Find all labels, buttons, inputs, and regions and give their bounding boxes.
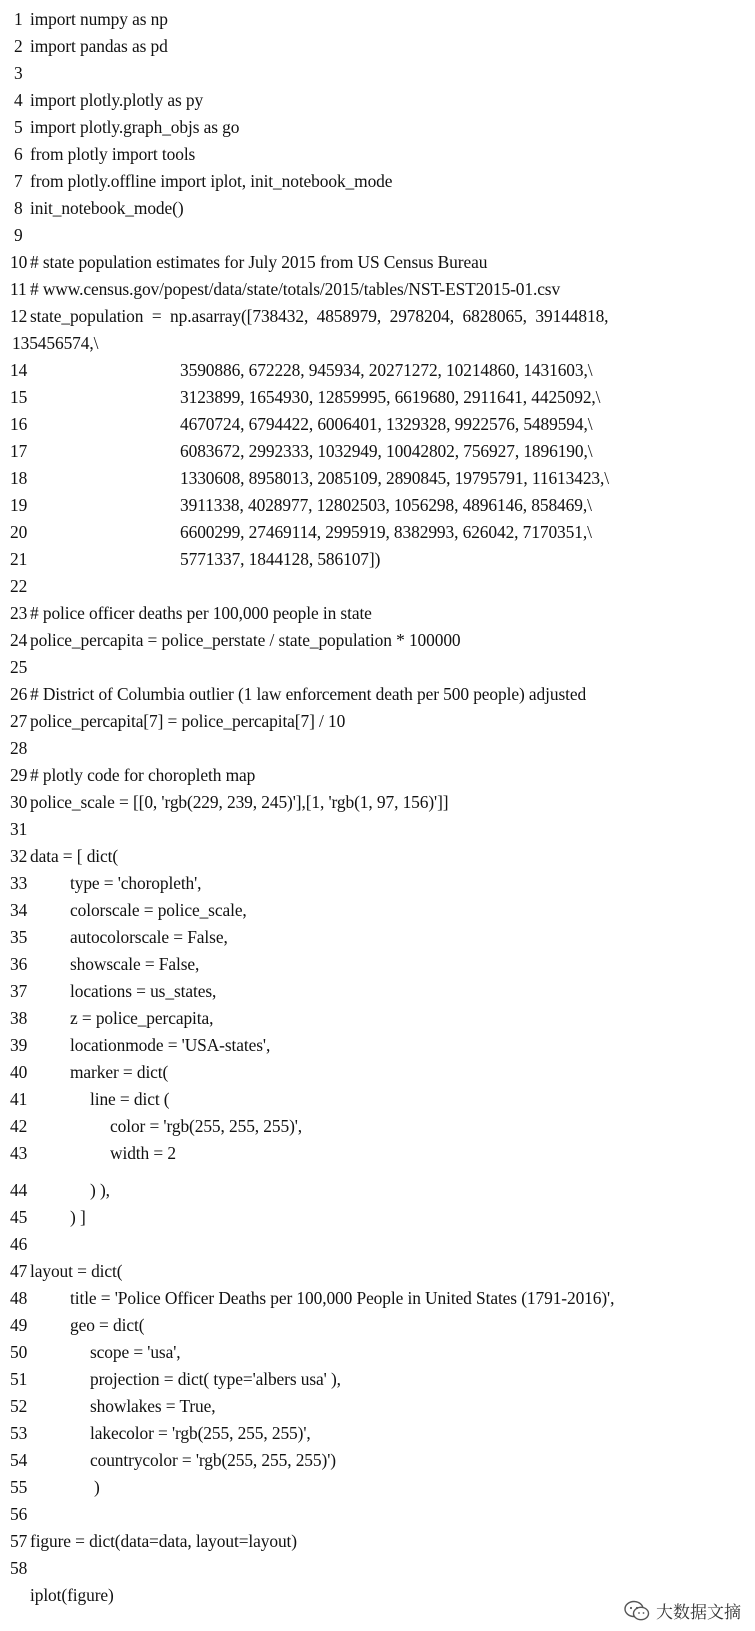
code-line — [0, 1231, 755, 1258]
line-number: 52 — [10, 1396, 28, 1416]
code-line — [0, 1447, 755, 1474]
code-line — [0, 222, 755, 249]
code-text: layout = dict( — [30, 1261, 123, 1281]
line-number: 33 — [10, 873, 28, 893]
code-text: z = police_percapita, — [70, 1008, 214, 1028]
code-text: 135456574,\ — [12, 333, 99, 353]
line-number: 46 — [10, 1234, 28, 1254]
code-text: # plotly code for choropleth map — [30, 765, 256, 785]
line-number: 24 — [10, 630, 28, 650]
code-text: figure = dict(data=data, layout=layout) — [30, 1531, 297, 1551]
code-line — [0, 60, 755, 87]
line-number: 12 — [10, 306, 28, 326]
code-text: from plotly import tools — [30, 144, 196, 164]
line-number: 41 — [10, 1089, 28, 1109]
code-text: lakecolor = 'rgb(255, 255, 255)', — [90, 1423, 311, 1443]
line-number: 27 — [10, 711, 28, 731]
code-line — [0, 1393, 755, 1420]
code-line — [0, 1312, 755, 1339]
code-line — [0, 303, 755, 330]
code-text: 3123899, 1654930, 12859995, 6619680, 2911641, 4425092,\ — [180, 387, 601, 407]
code-line — [0, 1339, 755, 1366]
line-number: 31 — [10, 819, 28, 839]
code-text: data = [ dict( — [30, 846, 119, 866]
code-line — [0, 1113, 755, 1140]
line-number: 21 — [10, 549, 28, 569]
line-number: 40 — [10, 1062, 28, 1082]
code-text: import plotly.plotly as py — [30, 90, 204, 110]
line-number: 37 — [10, 981, 28, 1001]
code-text: 3911338, 4028977, 12802503, 1056298, 4896146, 858469,\ — [180, 495, 592, 515]
code-line — [0, 1086, 755, 1113]
line-number: 22 — [10, 576, 28, 596]
code-line — [0, 411, 755, 438]
code-line — [0, 1366, 755, 1393]
code-text: import numpy as np — [30, 9, 168, 29]
code-text: 6083672, 2992333, 1032949, 10042802, 756927, 1896190,\ — [180, 441, 593, 461]
code-line — [0, 1555, 755, 1582]
line-number: 1 — [14, 9, 23, 29]
code-text: police_scale = [[0, 'rgb(229, 239, 245)'],[1, 'rgb(1, 97, 156)']] — [30, 792, 449, 812]
code-text: 4670724, 6794422, 6006401, 1329328, 9922576, 5489594,\ — [180, 414, 593, 434]
code-line — [0, 1005, 755, 1032]
code-line — [0, 168, 755, 195]
code-line — [0, 384, 755, 411]
code-line — [0, 1420, 755, 1447]
code-text: # District of Columbia outlier (1 law enforcement death per 500 people) adjusted — [30, 684, 587, 704]
code-text: geo = dict( — [70, 1315, 145, 1335]
line-number: 9 — [14, 225, 23, 245]
code-line — [0, 357, 755, 384]
code-line — [0, 465, 755, 492]
code-line — [0, 789, 755, 816]
code-line — [0, 1258, 755, 1285]
code-line — [0, 654, 755, 681]
code-text: ) ), — [90, 1180, 110, 1200]
line-number: 14 — [10, 360, 28, 380]
code-line — [0, 978, 755, 1005]
code-text: import plotly.graph_objs as go — [30, 117, 240, 137]
code-text: # www.census.gov/popest/data/state/totals/2015/tables/NST-EST2015-01.csv — [30, 279, 561, 299]
line-number: 36 — [10, 954, 28, 974]
line-number: 23 — [10, 603, 28, 623]
code-line — [0, 924, 755, 951]
line-number: 8 — [14, 198, 23, 218]
code-text: 5771337, 1844128, 586107]) — [180, 549, 381, 569]
code-line — [0, 1140, 755, 1167]
code-line — [0, 627, 755, 654]
code-line — [0, 1177, 755, 1204]
line-number: 26 — [10, 684, 28, 704]
code-line — [0, 438, 755, 465]
line-number: 42 — [10, 1116, 28, 1136]
line-number: 32 — [10, 846, 28, 866]
code-line — [0, 1474, 755, 1501]
line-number: 18 — [10, 468, 28, 488]
watermark-label: 大数据文摘 — [656, 1603, 741, 1623]
code-text: state_population = np.asarray([738432, 4858979, 2978204, 6828065, 39144818, — [30, 306, 609, 326]
code-line — [0, 519, 755, 546]
code-text: 3590886, 672228, 945934, 20271272, 10214860, 1431603,\ — [180, 360, 593, 380]
line-number: 29 — [10, 765, 28, 785]
code-line — [0, 1204, 755, 1231]
code-text: projection = dict( type='albers usa' ), — [90, 1369, 341, 1389]
code-text: scope = 'usa', — [90, 1342, 181, 1362]
line-number: 50 — [10, 1342, 28, 1362]
line-number: 53 — [10, 1423, 28, 1443]
line-number: 3 — [14, 63, 23, 83]
code-line — [0, 330, 755, 357]
code-text: import pandas as pd — [30, 36, 168, 56]
line-number: 49 — [10, 1315, 28, 1335]
line-number: 38 — [10, 1008, 28, 1028]
line-number: 58 — [10, 1558, 28, 1578]
line-number: 45 — [10, 1207, 28, 1227]
code-text: 1330608, 8958013, 2085109, 2890845, 19795791, 11613423,\ — [180, 468, 610, 488]
wechat-icon — [624, 1600, 650, 1622]
code-text: 6600299, 27469114, 2995919, 8382993, 626042, 7170351,\ — [180, 522, 592, 542]
line-number: 10 — [10, 252, 28, 272]
code-listing — [0, 6, 755, 1609]
line-number: 5 — [14, 117, 23, 137]
code-line — [0, 951, 755, 978]
line-number: 4 — [14, 90, 23, 110]
code-text: police_percapita = police_perstate / state_population * 100000 — [30, 630, 461, 650]
code-text: ) ] — [70, 1207, 86, 1227]
line-number: 16 — [10, 414, 28, 434]
watermark — [624, 1598, 741, 1623]
code-line — [0, 735, 755, 762]
code-text: title = 'Police Officer Deaths per 100,000 People in United States (1791-2016)', — [70, 1288, 615, 1308]
code-text: type = 'choropleth', — [70, 873, 202, 893]
line-number: 28 — [10, 738, 28, 758]
code-text: colorscale = police_scale, — [70, 900, 247, 920]
code-line — [0, 708, 755, 735]
line-number: 35 — [10, 927, 28, 947]
line-number: 56 — [10, 1504, 28, 1524]
line-number: 34 — [10, 900, 28, 920]
code-text: locations = us_states, — [70, 981, 217, 1001]
code-text: countrycolor = 'rgb(255, 255, 255)') — [90, 1450, 336, 1470]
code-line — [0, 1059, 755, 1086]
line-number: 6 — [14, 144, 23, 164]
code-text: marker = dict( — [70, 1062, 169, 1082]
line-number: 25 — [10, 657, 28, 677]
code-text: from plotly.offline import iplot, init_notebook_mode — [30, 171, 393, 191]
code-text: # police officer deaths per 100,000 people in state — [30, 603, 372, 623]
code-text: autocolorscale = False, — [70, 927, 228, 947]
code-text: width = 2 — [110, 1143, 176, 1163]
code-line — [0, 573, 755, 600]
line-number: 57 — [10, 1531, 28, 1551]
line-number: 19 — [10, 495, 28, 515]
code-line — [0, 1285, 755, 1312]
code-line — [0, 600, 755, 627]
line-number: 43 — [10, 1143, 28, 1163]
code-line — [0, 1501, 755, 1528]
code-text: # state population estimates for July 2015 from US Census Bureau — [30, 252, 488, 272]
line-number: 11 — [10, 279, 27, 299]
code-line — [0, 897, 755, 924]
line-number: 55 — [10, 1477, 28, 1497]
line-number: 30 — [10, 792, 28, 812]
code-line — [0, 6, 755, 33]
code-text: init_notebook_mode() — [30, 198, 184, 218]
code-line — [0, 33, 755, 60]
code-line — [0, 816, 755, 843]
line-number: 17 — [10, 441, 28, 461]
code-line — [0, 114, 755, 141]
code-text: showlakes = True, — [90, 1396, 216, 1416]
code-line — [0, 870, 755, 897]
line-number: 20 — [10, 522, 28, 542]
line-number: 7 — [14, 171, 23, 191]
code-line — [0, 1032, 755, 1059]
line-number: 44 — [10, 1180, 28, 1200]
code-line — [0, 141, 755, 168]
line-number: 48 — [10, 1288, 28, 1308]
code-text: color = 'rgb(255, 255, 255)', — [110, 1116, 303, 1136]
code-line — [0, 1528, 755, 1555]
code-text: ) — [94, 1477, 100, 1497]
code-line — [0, 843, 755, 870]
line-number: 2 — [14, 36, 23, 56]
code-text: line = dict ( — [90, 1089, 170, 1109]
code-text: police_percapita[7] = police_percapita[7] / 10 — [30, 711, 346, 731]
code-line — [0, 681, 755, 708]
line-number: 51 — [10, 1369, 28, 1389]
line-number: 39 — [10, 1035, 28, 1055]
code-text: showscale = False, — [70, 954, 200, 974]
code-line — [0, 492, 755, 519]
line-number: 54 — [10, 1450, 28, 1470]
code-line — [0, 762, 755, 789]
line-number: 15 — [10, 387, 28, 407]
code-line — [0, 276, 755, 303]
line-number: 47 — [10, 1261, 28, 1281]
code-text: iplot(figure) — [30, 1585, 114, 1605]
code-line — [0, 249, 755, 276]
code-line — [0, 546, 755, 573]
code-line — [0, 87, 755, 114]
code-text: locationmode = 'USA-states', — [70, 1035, 271, 1055]
code-line — [0, 195, 755, 222]
